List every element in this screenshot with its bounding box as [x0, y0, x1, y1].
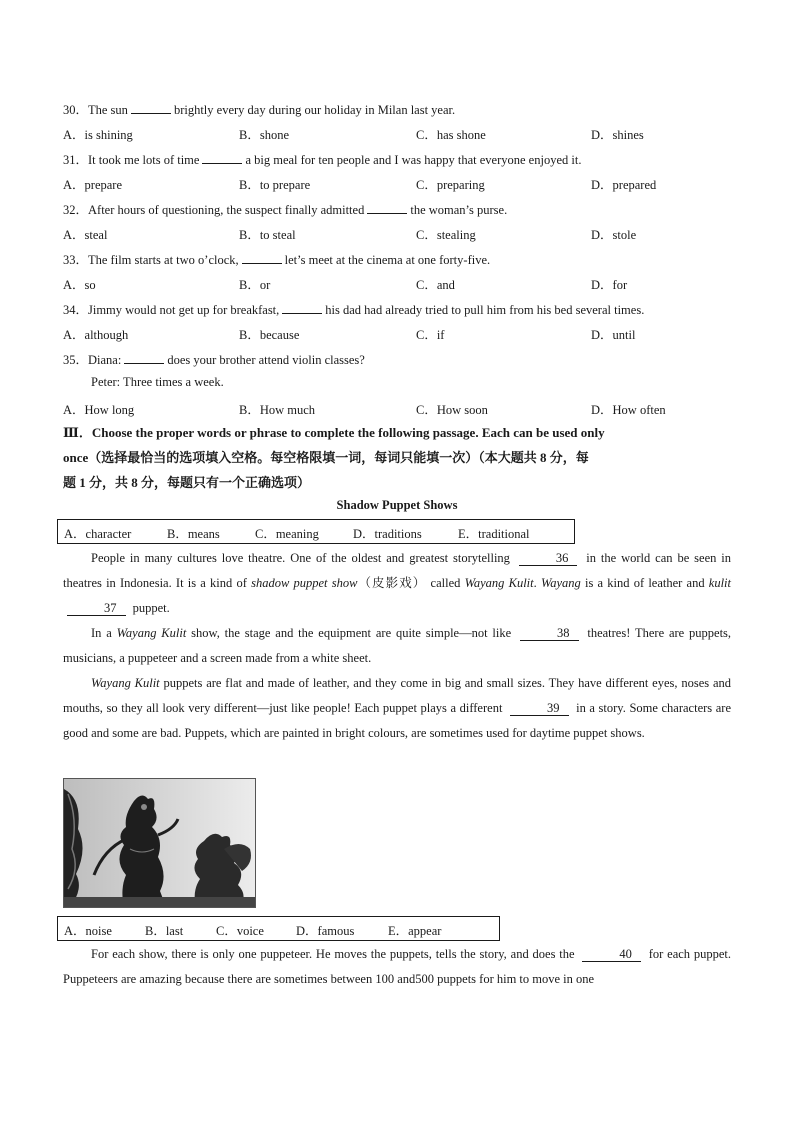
answer-blank[interactable] — [242, 251, 282, 264]
question-35-text-end: does your brother attend violin classes? — [167, 353, 365, 367]
option-a[interactable]: A．so — [63, 278, 96, 292]
question-34-text-end: his dad had already tried to pull him from his bed several times. — [325, 303, 645, 317]
question-31 — [63, 150, 581, 168]
paragraph-text: People in many cultures love theatre. One of the oldest and greatest storytelling — [91, 551, 510, 565]
section-3-line-3: 题 1 分，共 8 分，每题只有一个正确选项） — [63, 475, 311, 490]
question-34-text: 34．Jimmy would not get up for breakfast, — [63, 303, 280, 317]
section-3-line-2: once（选择最恰当的选项填入空格。每空格限填一词，每词只能填一次）（本大题共 8 分，每 — [63, 450, 589, 465]
paragraph-text: . — [533, 576, 537, 590]
word-option: E．appear — [388, 924, 442, 938]
italic-term: kulit — [708, 576, 731, 590]
question-31-text-end: a big meal for ten people and I was happy that everyone enjoyed it. — [245, 153, 582, 167]
question-33 — [63, 250, 490, 268]
word-option: B．means — [167, 527, 220, 541]
question-31-text: 31．It took me lots of time — [63, 153, 200, 167]
paragraph-text: for each puppet. Puppeteers are amazing because there are sometimes between 100 and500 puppets for him to move in one — [63, 947, 732, 986]
question-34 — [63, 300, 644, 318]
paragraph-2 — [63, 621, 731, 671]
paragraph-1 — [63, 546, 731, 621]
paragraph-text: in the world can be seen in theatres in Indonesia. It is a kind of — [63, 551, 732, 590]
option-c[interactable]: C．has shone — [416, 128, 486, 142]
word-option: C．voice — [216, 924, 264, 938]
blank-36[interactable]: 36 — [519, 551, 578, 566]
section-3-heading — [63, 420, 735, 495]
paragraph-3 — [63, 671, 731, 746]
option-a[interactable]: A．steal — [63, 228, 108, 242]
option-d[interactable]: D．until — [591, 328, 636, 342]
question-30 — [63, 100, 455, 118]
question-32 — [63, 200, 507, 218]
option-c[interactable]: C．and — [416, 278, 455, 292]
option-b[interactable]: B．because — [239, 328, 300, 342]
italic-term: Wayang Kulit — [464, 576, 534, 590]
answer-blank[interactable] — [131, 101, 171, 114]
question-35-text: 35．Diana: — [63, 353, 122, 367]
option-b[interactable]: B．shone — [239, 128, 290, 142]
option-b[interactable]: B．or — [239, 278, 271, 292]
paragraph-text: in a story. Some characters are good and some are bad. Puppets, which are painted in bright colours, are sometimes used for daytime puppet shows. — [63, 701, 731, 740]
section-3-line-1: Ⅲ．Choose the proper words or phrase to complete the following passage. Each can be used only — [63, 425, 605, 440]
paragraph-text: puppet. — [132, 601, 170, 615]
paragraph-text: show, the stage and the equipment are quite simple—not like — [191, 626, 512, 640]
paragraph-text: In a — [91, 626, 112, 640]
option-a[interactable]: A．prepare — [63, 178, 122, 192]
blank-39[interactable]: 39 — [510, 701, 569, 716]
question-32-text-end: the woman’s purse. — [410, 203, 508, 217]
question-32-text: 32．After hours of questioning, the suspect finally admitted — [63, 203, 365, 217]
option-d[interactable]: D．shines — [591, 128, 644, 142]
question-33-text: 33．The film starts at two o’clock, — [63, 253, 239, 267]
paragraph-text: （皮影戏） called — [357, 576, 461, 590]
italic-term: shadow puppet show — [251, 576, 358, 590]
option-b[interactable]: B．How much — [239, 403, 316, 417]
option-b[interactable]: B．to steal — [239, 228, 296, 242]
paragraph-text: is a kind of leather and — [585, 576, 705, 590]
answer-blank[interactable] — [124, 351, 164, 364]
question-30-text-end: brightly every day during our holiday in Milan last year. — [173, 103, 456, 117]
italic-term: Wayang Kulit — [91, 676, 160, 690]
question-35-reply: Peter: Three times a week. — [91, 375, 224, 389]
paragraph-text: theatres! There are puppets, musicians, a puppeteer and a screen made from a white sheet. — [63, 626, 732, 665]
option-c[interactable]: C．stealing — [416, 228, 476, 242]
passage-body-2 — [63, 942, 731, 992]
word-option: A．noise — [64, 924, 112, 938]
question-30-text: 30．The sun — [63, 103, 128, 117]
question-33-text-end: let’s meet at the cinema at one forty-five. — [284, 253, 491, 267]
word-option: B．last — [145, 924, 184, 938]
word-option: C．meaning — [255, 527, 319, 541]
option-d[interactable]: D．How often — [591, 403, 666, 417]
italic-term: Wayang Kulit — [116, 626, 187, 640]
word-option: D．famous — [296, 924, 355, 938]
answer-blank[interactable] — [202, 151, 242, 164]
blank-37[interactable]: 37 — [67, 601, 126, 616]
word-box-1 — [57, 519, 575, 544]
option-c[interactable]: C．preparing — [416, 178, 485, 192]
option-a[interactable]: A．How long — [63, 403, 135, 417]
word-option: A．character — [64, 527, 132, 541]
word-option: D．traditions — [353, 527, 422, 541]
option-c[interactable]: C．How soon — [416, 403, 488, 417]
option-d[interactable]: D．stole — [591, 228, 637, 242]
question-35 — [63, 350, 365, 368]
blank-38[interactable]: 38 — [520, 626, 579, 641]
option-d[interactable]: D．prepared — [591, 178, 657, 192]
option-d[interactable]: D．for — [591, 278, 628, 292]
shadow-puppet-illustration — [64, 779, 255, 907]
option-b[interactable]: B．to prepare — [239, 178, 311, 192]
answer-blank[interactable] — [282, 301, 322, 314]
passage-title: Shadow Puppet Shows — [336, 498, 458, 512]
passage-body — [63, 546, 731, 746]
answer-blank[interactable] — [367, 201, 407, 214]
option-a[interactable]: A．although — [63, 328, 129, 342]
word-box-2 — [57, 916, 500, 941]
paragraph-text: For each show, there is only one puppeteer. He moves the puppets, tells the story, and does the — [91, 947, 575, 961]
shadow-puppet-photo — [63, 778, 256, 908]
word-option: E．traditional — [458, 527, 530, 541]
paragraph-4 — [63, 942, 731, 992]
paragraph-text: puppets are flat and made of leather, and they come in big and small sizes. They have different eyes, noses and mouths, so they all look very different—just like people! Each puppet plays a different — [63, 676, 731, 715]
option-c[interactable]: C．if — [416, 328, 445, 342]
italic-term: Wayang — [540, 576, 581, 590]
blank-40[interactable]: 40 — [582, 947, 641, 962]
option-a[interactable]: A．is shining — [63, 128, 133, 142]
